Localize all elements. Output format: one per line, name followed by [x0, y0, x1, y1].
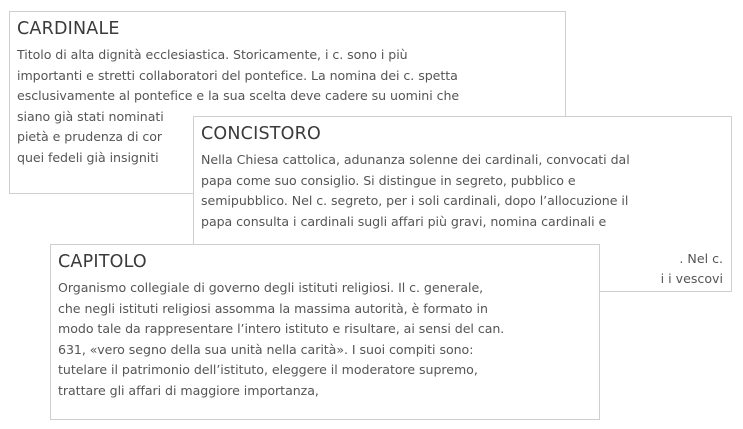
card-text-line: papa come suo consiglio. Si distingue in segreto, pubblico e	[201, 172, 576, 188]
card-text-line: tutelare il patrimonio dell’istituto, eleggere il moderatore supremo,	[58, 362, 478, 378]
card-text-line: semipubblico. Nel c. segreto, per i soli cardinali, dopo l’allocuzione il	[201, 193, 629, 209]
card-text-line: modo tale da rappresentare l’intero istituto e risultare, ai sensi del can.	[58, 321, 505, 337]
glossary-card-capitolo	[50, 244, 600, 420]
card-text-line: Organismo collegiale di governo degli istituti religiosi. Il c. generale,	[58, 280, 484, 295]
card-text-line: 631, «vero segno della sua unità nella carità». I suoi compiti sono:	[58, 341, 474, 357]
card-text-line: pietà e prudenza di cor	[17, 129, 163, 145]
card-text-line: che negli istituti religiosi assomma la massima autorità, è formato in	[58, 300, 488, 316]
card-text-line: Titolo di alta dignità ecclesiastica. Storicamente, i c. sono i più	[17, 47, 408, 62]
card-text-line: trattare gli affari di maggiore importanza,	[58, 382, 319, 398]
card-text-line: importanti e stretti collaboratori del pontefice. La nomina dei c. spetta	[17, 67, 458, 83]
card-title: CAPITOLO	[58, 252, 147, 272]
card-text-line: Nella Chiesa cattolica, adunanza solenne dei cardinali, convocati dal	[201, 152, 630, 167]
card-text-line: siano già stati nominati	[17, 108, 164, 124]
card-text-fragment: . Nel c.	[679, 251, 723, 266]
card-title: CARDINALE	[17, 19, 120, 39]
card-text-line: esclusivamente al pontefice e la sua scelta deve cadere su uomini che	[17, 88, 460, 104]
card-text-fragment: i i vescovi	[660, 271, 723, 286]
card-text-line: papa consulta i cardinali sugli affari più gravi, nomina cardinali e	[201, 213, 607, 229]
card-text-line: quei fedeli già insigniti	[17, 149, 159, 165]
card-title: CONCISTORO	[201, 124, 321, 144]
